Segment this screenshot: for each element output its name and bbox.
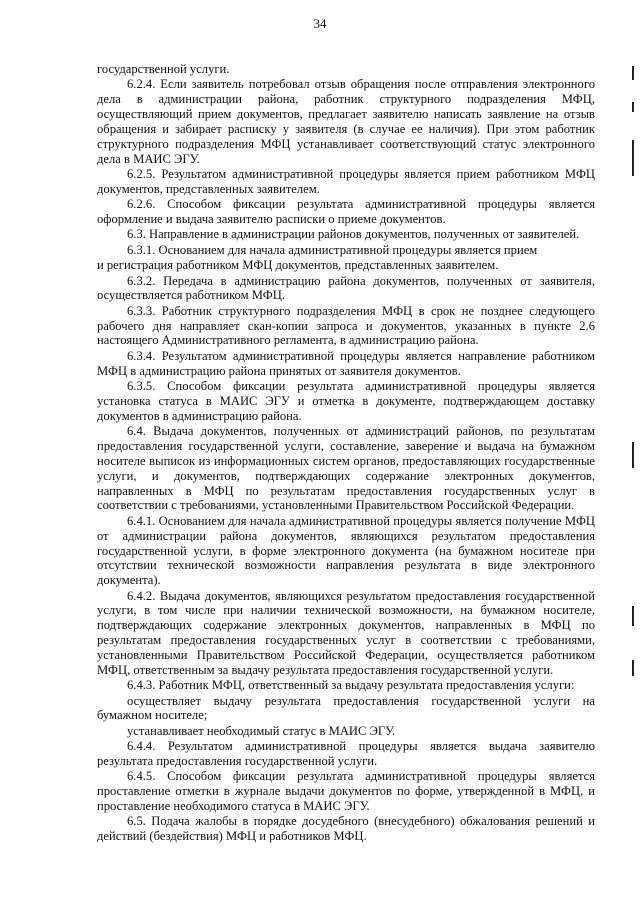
list-item: осуществляет выдачу результата предоставления государственной услуги на бумажном носителе;: [97, 693, 595, 723]
paragraph: 6.3.2. Передача в администрацию района документов, полученных от заявителя, осуществляется работником МФЦ.: [97, 273, 595, 303]
paragraph: 6.2.6. Способом фиксации результата административной процедуры является оформление и выдача заявителю расписки о приеме документов.: [97, 197, 595, 227]
document-body: [97, 62, 595, 845]
paragraph: 6.3.5. Способом фиксации результата административной процедуры является установка статуса в МАИС ЭГУ и отметка в документе, подтверждающем доставку документов в администрацию района.: [97, 379, 595, 423]
section-heading: 6.3. Направление в администрации районов документов, полученных от заявителей.: [127, 227, 580, 242]
page-number: 34: [313, 16, 327, 31]
paragraph: 6.4.1. Основанием для начала административной процедуры является получение МФЦ от администрации района документов, являющихся результатом предоставления государственной услуги, в форме электронного документа (на бумажном носителе при отсутствии технической возможности направления результата в виде электронного документа).: [97, 513, 595, 588]
paragraph: 6.2.5. Результатом административной процедуры является прием работником МФЦ документов, представленных заявителем.: [97, 167, 595, 196]
scan-edge-mark: [632, 66, 634, 80]
paragraph: 6.4.3. Работник МФЦ, ответственный за выдачу результата предоставления услуги:: [127, 678, 575, 693]
section-heading: 6.4. Выдача документов, полученных от администраций районов, по результатам предоставления государственной услуги, составление, заверение и выдача на бумажном носителе выписок из информационных систем органов, предоставляющих государственные услуги, и документов, подтверждающих содержание электронных документов, направленных в МФЦ по результатам предоставления государственных услуг в соответствии с требованиями, установленными Правительством Российской Федерации.: [97, 424, 595, 513]
scan-edge-mark: [632, 606, 634, 626]
list-item: устанавливает необходимый статус в МАИС ЭГУ.: [127, 723, 396, 738]
paragraph: государственной услуги.: [97, 62, 230, 76]
section-heading: 6.5. Подача жалобы в порядке досудебного (внесудебного) обжалования решений и действий (бездействия) МФЦ и работников МФЦ.: [97, 814, 595, 844]
scan-edge-mark: [632, 660, 634, 676]
paragraph: 6.2.4. Если заявитель потребовал отзыв обращения после отправления электронного дела в администрации района, работник структурного подразделения МФЦ, осуществляющий прием документов, предлагает заявителю написать заявление на отзыв обращения и забирает расписку у заявителя (в случае ее наличия). При этом работник структурного подразделения МФЦ устанавливает соответствующий статус электронного дела в МАИС ЭГУ.: [97, 77, 595, 166]
scan-edge-mark: [632, 102, 634, 112]
paragraph: 6.3.4. Результатом административной процедуры является направление работником МФЦ в администрацию района принятых от заявителя документов.: [97, 348, 595, 378]
paragraph: 6.4.2. Выдача документов, являющихся результатом предоставления государственной услуги, в том числе при наличии технической возможности, на бумажном носителе, подтверждающих содержание электронных документов, направленных в МФЦ по результатам предоставления государственных услуг в соответствии с требованиями, установленными Правительством Российской Федерации, осуществляется работником МФЦ, ответственным за выдачу результата предоставления государственной услуги.: [97, 588, 595, 677]
paragraph: и регистрация работником МФЦ документов, представленных заявителем.: [97, 258, 499, 273]
paragraph: 6.4.4. Результатом административной процедуры является выдача заявителю результата предоставления государственной услуги.: [97, 739, 595, 769]
paragraph: 6.3.1. Основанием для начала административной процедуры является прием: [127, 242, 538, 257]
scan-edge-mark: [632, 442, 634, 468]
paragraph: 6.4.5. Способом фиксации результата административной процедуры является проставление отметки в журнале выдачи документов по форме, утвержденной в МФЦ, и проставление необходимого статуса в МАИС ЭГУ.: [97, 769, 595, 814]
paragraph: 6.3.3. Работник структурного подразделения МФЦ в срок не позднее следующего рабочего дня направляет скан-копии запроса и документов, указанных в пункте 2.6 настоящего Административного регламента, в администрацию района.: [97, 303, 595, 348]
scan-edge-mark: [632, 140, 634, 176]
